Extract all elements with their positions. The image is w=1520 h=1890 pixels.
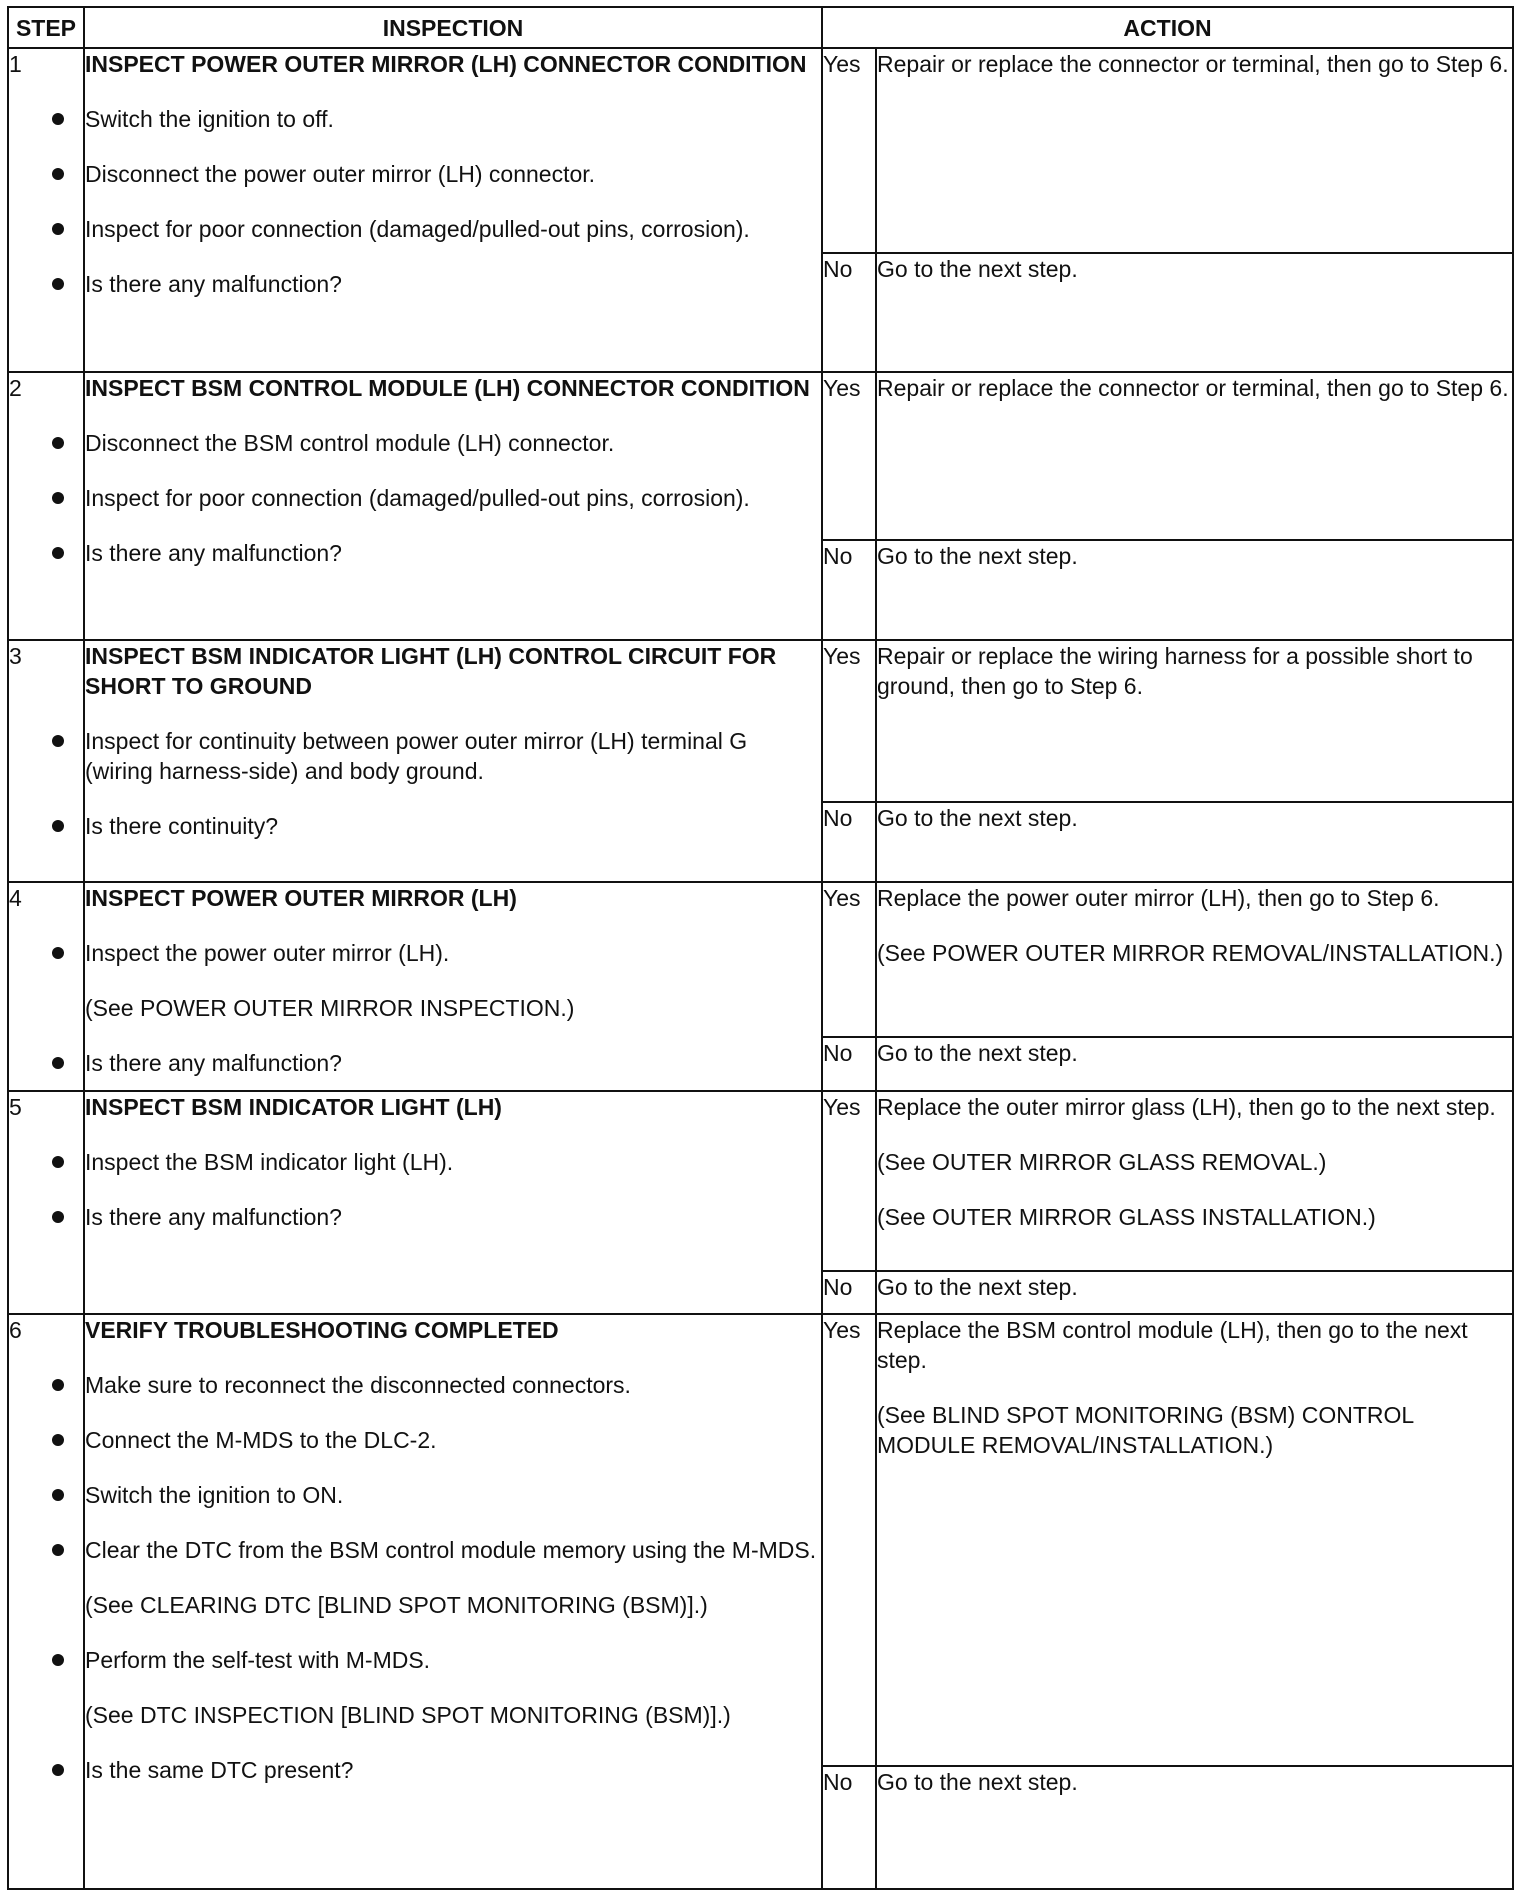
no-action-text: Go to the next step.	[877, 256, 1078, 282]
step-number: 2	[8, 372, 84, 640]
no-action-cell	[876, 802, 1513, 882]
step-row	[8, 372, 1513, 540]
inspection-reference-note: (See CLEARING DTC [BLIND SPOT MONITORING (BSM)].)	[85, 1592, 708, 1618]
step-row	[8, 1314, 1513, 1766]
yes-action-cell	[876, 1314, 1513, 1766]
no-action-cell	[876, 1766, 1513, 1889]
step-title: INSPECT BSM INDICATOR LIGHT (LH) CONTROL CIRCUIT FOR SHORT TO GROUND	[85, 643, 777, 699]
inspection-bullet-item: Inspect the BSM indicator light (LH).	[85, 1147, 821, 1177]
step-row	[8, 1091, 1513, 1271]
yes-action-text: (See OUTER MIRROR GLASS INSTALLATION.)	[877, 1204, 1376, 1230]
inspection-bullet-item: Is there continuity?	[85, 811, 821, 841]
step-number: 5	[8, 1091, 84, 1314]
yes-action-text: Repair or replace the connector or terminal, then go to Step 6.	[877, 51, 1509, 77]
inspection-reference-note: (See DTC INSPECTION [BLIND SPOT MONITORING (BSM)].)	[85, 1702, 731, 1728]
inspection-bullet-item: Make sure to reconnect the disconnected connectors.	[85, 1370, 821, 1400]
no-action-cell	[876, 253, 1513, 372]
step-row	[8, 882, 1513, 1037]
no-label: No	[822, 1766, 876, 1889]
step-number: 6	[8, 1314, 84, 1889]
inspection-cell	[84, 1091, 822, 1314]
inspection-cell	[84, 882, 822, 1091]
inspection-bullet-item: Is there any malfunction?	[85, 538, 821, 568]
inspection-bullet-item: Connect the M-MDS to the DLC-2.	[85, 1425, 821, 1455]
no-label: No	[822, 802, 876, 882]
inspection-bullet-item: Disconnect the power outer mirror (LH) connector.	[85, 159, 821, 189]
inspection-bullet-item: Switch the ignition to ON.	[85, 1480, 821, 1510]
yes-action-cell	[876, 1091, 1513, 1271]
inspection-bullet-item: Inspect for continuity between power outer mirror (LH) terminal G (wiring harness-side) and body ground.	[85, 726, 821, 786]
no-action-cell	[876, 540, 1513, 640]
no-action-text: Go to the next step.	[877, 1769, 1078, 1795]
no-label: No	[822, 540, 876, 640]
no-label: No	[822, 1037, 876, 1091]
no-action-cell	[876, 1037, 1513, 1091]
inspection-bullet-item: Is there any malfunction?	[85, 1048, 821, 1078]
no-action-cell	[876, 1271, 1513, 1314]
step-row	[8, 48, 1513, 253]
inspection-cell	[84, 1314, 822, 1889]
yes-action-text: Replace the power outer mirror (LH), then go to Step 6.	[877, 885, 1440, 911]
yes-label: Yes	[822, 1314, 876, 1766]
inspection-bullet-item: Disconnect the BSM control module (LH) connector.	[85, 428, 821, 458]
no-action-text: Go to the next step.	[877, 1040, 1078, 1066]
inspection-cell	[84, 640, 822, 882]
yes-label: Yes	[822, 48, 876, 253]
yes-label: Yes	[822, 882, 876, 1037]
inspection-cell	[84, 372, 822, 640]
inspection-bullet-item: Perform the self-test with M-MDS.	[85, 1645, 821, 1675]
step-row	[8, 640, 1513, 802]
yes-action-text: Replace the outer mirror glass (LH), then go to the next step.	[877, 1094, 1496, 1120]
yes-action-text: (See OUTER MIRROR GLASS REMOVAL.)	[877, 1149, 1327, 1175]
header-step: STEP	[8, 7, 84, 48]
yes-action-text: (See POWER OUTER MIRROR REMOVAL/INSTALLATION.)	[877, 940, 1504, 966]
inspection-cell	[84, 48, 822, 372]
inspection-bullet-item: Inspect the power outer mirror (LH).	[85, 938, 821, 968]
inspection-bullet-item: Is there any malfunction?	[85, 269, 821, 299]
step-number: 1	[8, 48, 84, 372]
step-title: VERIFY TROUBLESHOOTING COMPLETED	[85, 1317, 559, 1343]
header-action: ACTION	[822, 7, 1513, 48]
no-action-text: Go to the next step.	[877, 543, 1078, 569]
yes-action-text: Repair or replace the wiring harness for a possible short to ground, then go to Step 6.	[877, 643, 1473, 699]
inspection-bullet-item: Is the same DTC present?	[85, 1755, 821, 1785]
yes-action-text: Repair or replace the connector or terminal, then go to Step 6.	[877, 375, 1509, 401]
step-title: INSPECT BSM CONTROL MODULE (LH) CONNECTOR CONDITION	[85, 375, 810, 401]
yes-action-cell	[876, 882, 1513, 1037]
step-title: INSPECT BSM INDICATOR LIGHT (LH)	[85, 1094, 502, 1120]
no-action-text: Go to the next step.	[877, 805, 1078, 831]
inspection-bullet-item: Is there any malfunction?	[85, 1202, 821, 1232]
troubleshooting-table	[7, 6, 1514, 1890]
step-number: 3	[8, 640, 84, 882]
no-label: No	[822, 253, 876, 372]
inspection-reference-note: (See POWER OUTER MIRROR INSPECTION.)	[85, 995, 575, 1021]
yes-action-cell	[876, 372, 1513, 540]
yes-label: Yes	[822, 640, 876, 802]
inspection-bullet-item: Switch the ignition to off.	[85, 104, 821, 134]
table-header-row	[8, 7, 1513, 48]
yes-action-cell	[876, 640, 1513, 802]
no-action-text: Go to the next step.	[877, 1274, 1078, 1300]
yes-action-cell	[876, 48, 1513, 253]
step-title: INSPECT POWER OUTER MIRROR (LH) CONNECTOR CONDITION	[85, 51, 807, 77]
step-number: 4	[8, 882, 84, 1091]
yes-action-text: Replace the BSM control module (LH), then go to the next step.	[877, 1317, 1468, 1373]
yes-action-text: (See BLIND SPOT MONITORING (BSM) CONTROL MODULE REMOVAL/INSTALLATION.)	[877, 1402, 1414, 1458]
inspection-bullet-item: Inspect for poor connection (damaged/pulled-out pins, corrosion).	[85, 483, 821, 513]
no-label: No	[822, 1271, 876, 1314]
header-inspection: INSPECTION	[84, 7, 822, 48]
inspection-bullet-item: Inspect for poor connection (damaged/pulled-out pins, corrosion).	[85, 214, 821, 244]
yes-label: Yes	[822, 372, 876, 540]
yes-label: Yes	[822, 1091, 876, 1271]
step-title: INSPECT POWER OUTER MIRROR (LH)	[85, 885, 517, 911]
inspection-bullet-item: Clear the DTC from the BSM control module memory using the M-MDS.	[85, 1535, 821, 1565]
